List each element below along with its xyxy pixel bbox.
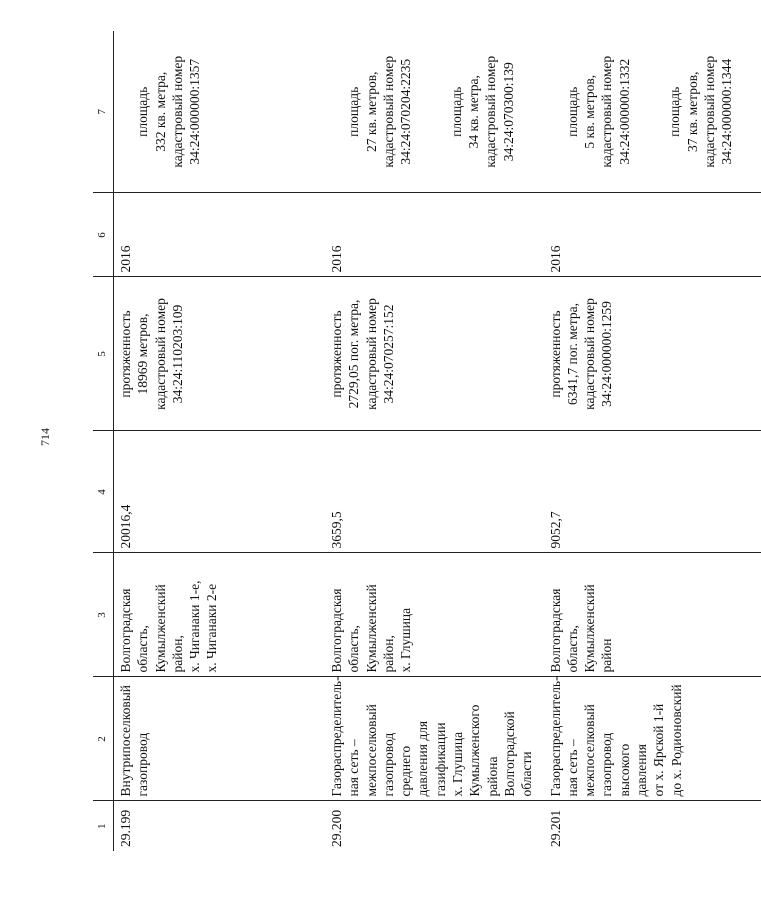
column-header-2: 2	[93, 677, 114, 801]
row-number: 29.199	[118, 809, 133, 847]
object-value: 20016,4	[114, 431, 326, 553]
row-number: 29.200	[329, 809, 344, 847]
object-value: 9052,7	[544, 431, 761, 553]
object-length: протяженность 2729,05 пог. метра, кадастровый номер 34:24:070257:152	[325, 277, 544, 431]
page-number: 714	[38, 428, 52, 446]
object-area	[325, 31, 544, 193]
registry-table	[93, 31, 761, 851]
object-year: 2016	[544, 193, 761, 277]
object-name: Газораспределитель- ная сеть – межпоселковый газопровод высокого давления от х. Ярской 1-й до х. Родионовский	[544, 677, 761, 801]
object-year: 2016	[325, 193, 544, 277]
object-value: 3659,5	[325, 431, 544, 553]
column-header-3: 3	[93, 553, 114, 677]
area-entry: площадь 332 кв. метра, кадастровый номер 34:24:000000:1357	[135, 55, 203, 168]
object-name: Газораспределитель- ная сеть – межпоселковый газопровод среднего давления для газификации х. Глушица Кумылженского района Волгоградской области	[325, 677, 544, 801]
object-length: протяженность 18969 метров, кадастровый номер 34:24:110203:109	[114, 277, 326, 431]
row-number: 29.201	[547, 809, 563, 847]
table-row	[544, 31, 761, 851]
object-area	[114, 31, 326, 193]
registry-table-container	[93, 31, 735, 851]
area-entry: площадь 27 кв. метров, кадастровый номер 34:24:070204:2235	[346, 55, 414, 168]
table-row	[114, 31, 326, 851]
header-row	[93, 31, 114, 851]
object-length: протяженность 6341,7 пог. метра, кадастровый номер 34:24:000000:1259	[544, 277, 761, 431]
column-header-4: 4	[93, 431, 114, 553]
column-header-1: 1	[93, 801, 114, 851]
area-entry: площадь 34 кв. метра, кадастровый номер 34:24:070300:139	[448, 55, 516, 168]
column-header-7: 7	[93, 31, 114, 193]
object-address: Волгоградская область, Кумылженский район	[544, 553, 761, 677]
area-entry: площадь 37 кв. метров, кадастровый номер 34:24:000000:1344	[667, 55, 735, 168]
column-header-5: 5	[93, 277, 114, 431]
object-area	[544, 31, 761, 193]
column-header-6: 6	[93, 193, 114, 277]
area-entry: площадь 5 кв. метров, кадастровый номер 34:24:000000:1332	[564, 55, 632, 168]
object-name: Внутрипоселковый газопровод	[114, 677, 326, 801]
object-year: 2016	[114, 193, 326, 277]
object-address: Волгоградская область, Кумылженский район, х. Чиганаки 1-е, х. Чиганаки 2-е	[114, 553, 326, 677]
object-address: Волгоградская область, Кумылженский район, х. Глушица	[325, 553, 544, 677]
table-row	[325, 31, 544, 851]
